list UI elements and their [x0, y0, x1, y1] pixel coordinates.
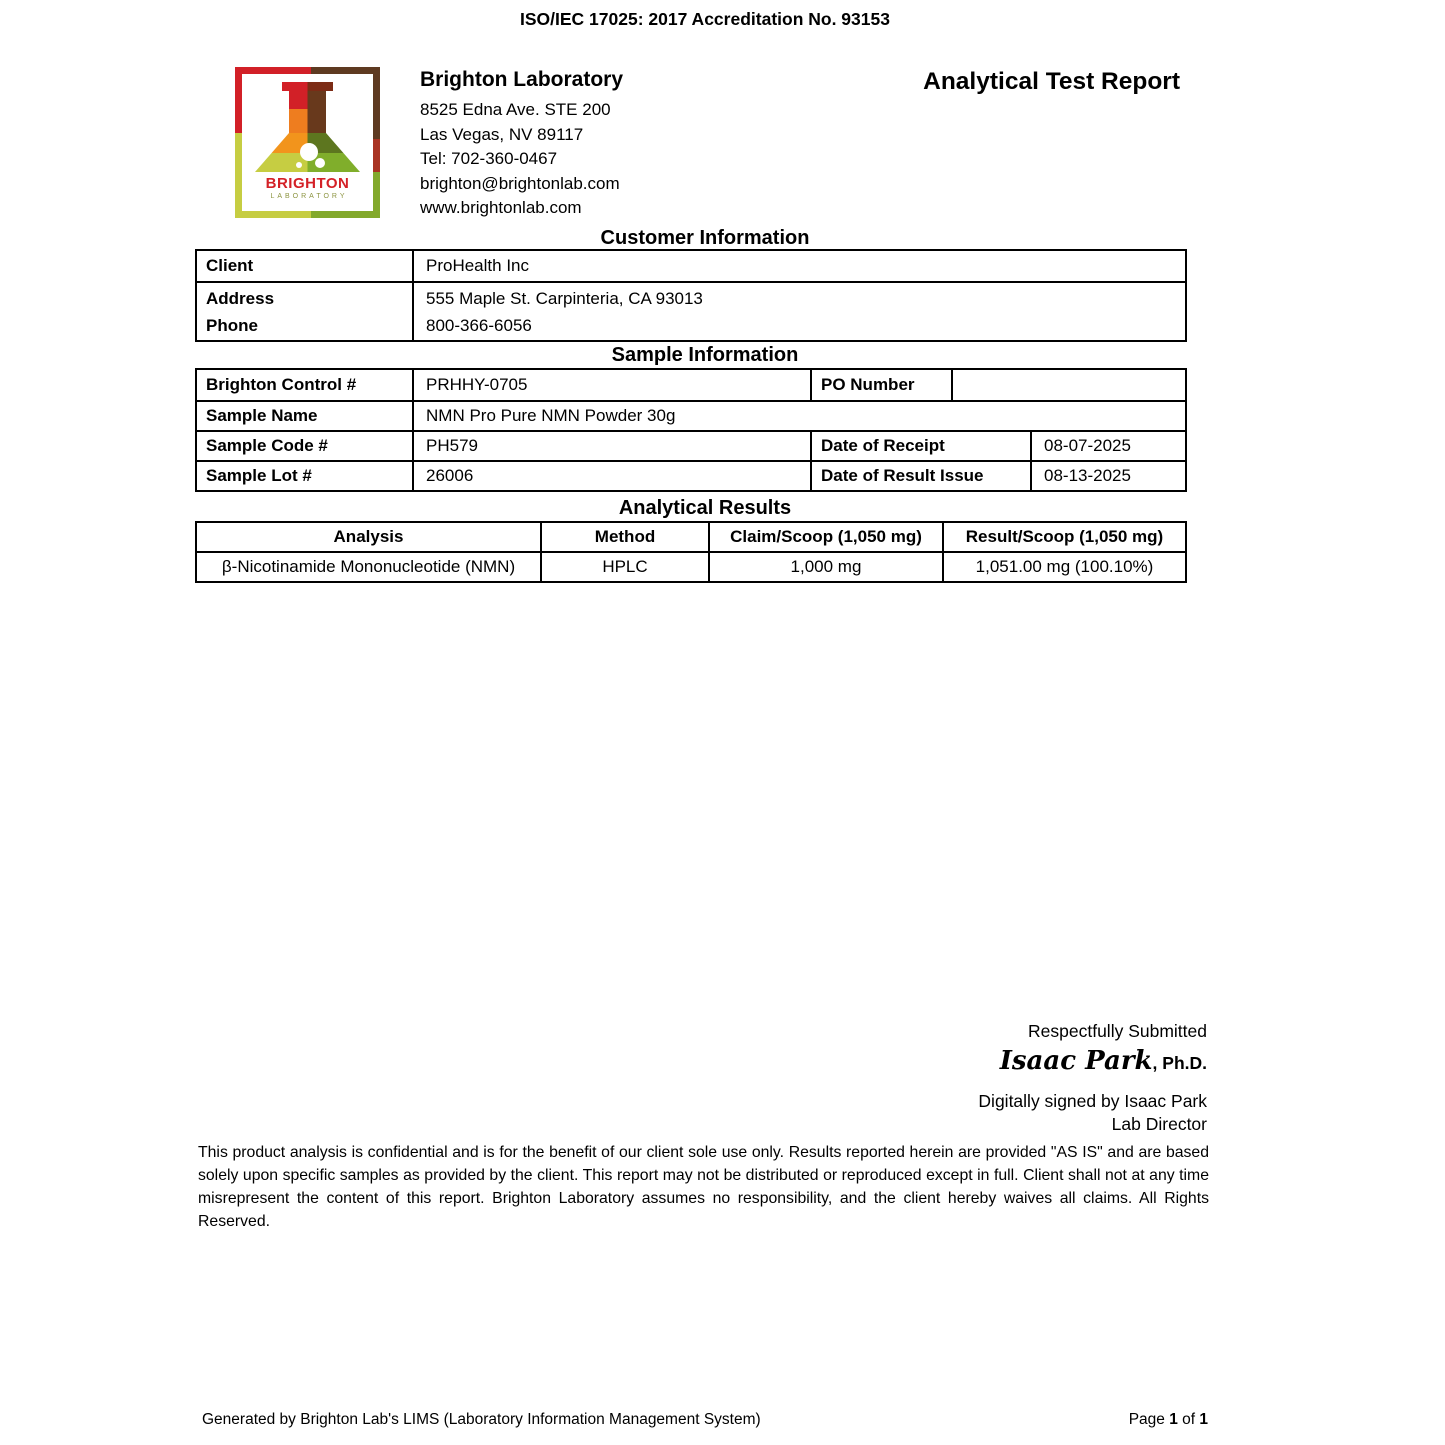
page-of-label: of [1177, 1411, 1200, 1428]
page-label: Page [1128, 1411, 1170, 1428]
digitally-signed-text: Digitally signed by Isaac Park [978, 1091, 1207, 1111]
result-value: 1,051.00 mg (100.10%) [942, 553, 1185, 581]
address-value: 555 Maple St. Carpinteria, CA 93013 [426, 288, 703, 308]
po-number-label: PO Number [810, 370, 951, 400]
sample-info-table [195, 368, 1187, 492]
table-row [197, 251, 1185, 281]
date-receipt-label: Date of Receipt [810, 432, 1030, 460]
client-label: Client [206, 256, 254, 275]
signature-name-line [978, 1046, 1207, 1080]
sample-lot-label: Sample Lot # [206, 466, 312, 485]
analysis-value: β-Nicotinamide Mononucleotide (NMN) [221, 557, 516, 576]
lab-email: brighton@brightonlab.com [420, 173, 620, 193]
date-issue-value: 08-13-2025 [1030, 462, 1185, 490]
logo-brand-text: BRIGHTON [265, 175, 350, 192]
sample-code-label: Sample Code # [206, 436, 328, 455]
control-label: Brighton Control # [206, 375, 357, 394]
control-value: PRHHY-0705 [412, 370, 810, 400]
customer-info-heading: Customer Information [600, 227, 810, 249]
results-heading: Analytical Results [618, 497, 792, 519]
page-current: 1 [1169, 1411, 1178, 1428]
address-phone-values [412, 283, 1185, 340]
col-header-analysis: Analysis [333, 527, 404, 546]
results-header-row [197, 523, 1185, 551]
sample-name-label: Sample Name [206, 406, 318, 425]
lab-address-line2: Las Vegas, NV 89117 [420, 124, 584, 144]
signature-suffix: , Ph.D. [1152, 1053, 1207, 1073]
lab-director-text: Lab Director [1111, 1114, 1207, 1134]
accreditation-header: ISO/IEC 17025: 2017 Accreditation No. 93153 [520, 9, 890, 29]
footer-generated-by: Generated by Brighton Lab's LIMS (Laboratory Information Management System) [202, 1411, 761, 1428]
sample-info-heading: Sample Information [611, 344, 799, 366]
logo-sub-text: LABORATORY [270, 193, 348, 200]
phone-value: 800-366-6056 [426, 315, 532, 335]
po-number-value [951, 370, 1185, 400]
phone-label: Phone [206, 315, 258, 335]
page-number [1129, 1411, 1208, 1429]
col-header-claim: Claim/Scoop (1,050 mg) [708, 523, 942, 551]
lab-info-block [420, 68, 623, 221]
col-header-result: Result/Scoop (1,050 mg) [942, 523, 1185, 551]
sample-lot-value: 26006 [412, 462, 810, 490]
sample-name-value: NMN Pro Pure NMN Powder 30g [412, 402, 1185, 430]
table-row [197, 281, 1185, 340]
signature-block [978, 1018, 1207, 1136]
method-value: HPLC [540, 553, 708, 581]
lab-website: www.brightonlab.com [420, 198, 582, 218]
brighton-logo [235, 67, 380, 218]
sample-code-value: PH579 [412, 432, 810, 460]
date-issue-label: Date of Result Issue [810, 462, 1030, 490]
flask-logo-icon [235, 67, 380, 218]
table-row [197, 370, 1185, 400]
date-receipt-value: 08-07-2025 [1030, 432, 1185, 460]
col-header-method: Method [540, 523, 708, 551]
lab-phone: Tel: 702-360-0467 [420, 149, 558, 169]
claim-value: 1,000 mg [708, 553, 942, 581]
results-data-row [197, 551, 1185, 581]
table-row [197, 400, 1185, 430]
report-title: Analytical Test Report [923, 68, 1180, 95]
respectfully-submitted: Respectfully Submitted [1028, 1021, 1207, 1041]
address-label: Address [206, 288, 275, 308]
client-value: ProHealth Inc [412, 251, 1185, 281]
lab-name: Brighton Laboratory [420, 68, 623, 91]
disclaimer-text: This product analysis is confidential and is for the benefit of our client sole use only. Results reported herein are provided "AS IS" and are based solely upon specific samples as provided by the client. This report may not be distributed or reproduced except in full. Client shall not at any time misrepresent the content of this report. Brighton Laboratory assumes no responsibility, and the client hereby waives all claims. All Rights Reserved. [198, 1144, 1209, 1230]
lab-address-line1: 8525 Edna Ave. STE 200 [420, 100, 611, 119]
address-phone-labels [197, 283, 412, 340]
page-total: 1 [1199, 1411, 1208, 1428]
signature-script: Isaac Park [999, 1046, 1153, 1076]
customer-info-table [195, 249, 1187, 342]
table-row [197, 460, 1185, 490]
table-row [197, 430, 1185, 460]
results-table [195, 521, 1187, 583]
